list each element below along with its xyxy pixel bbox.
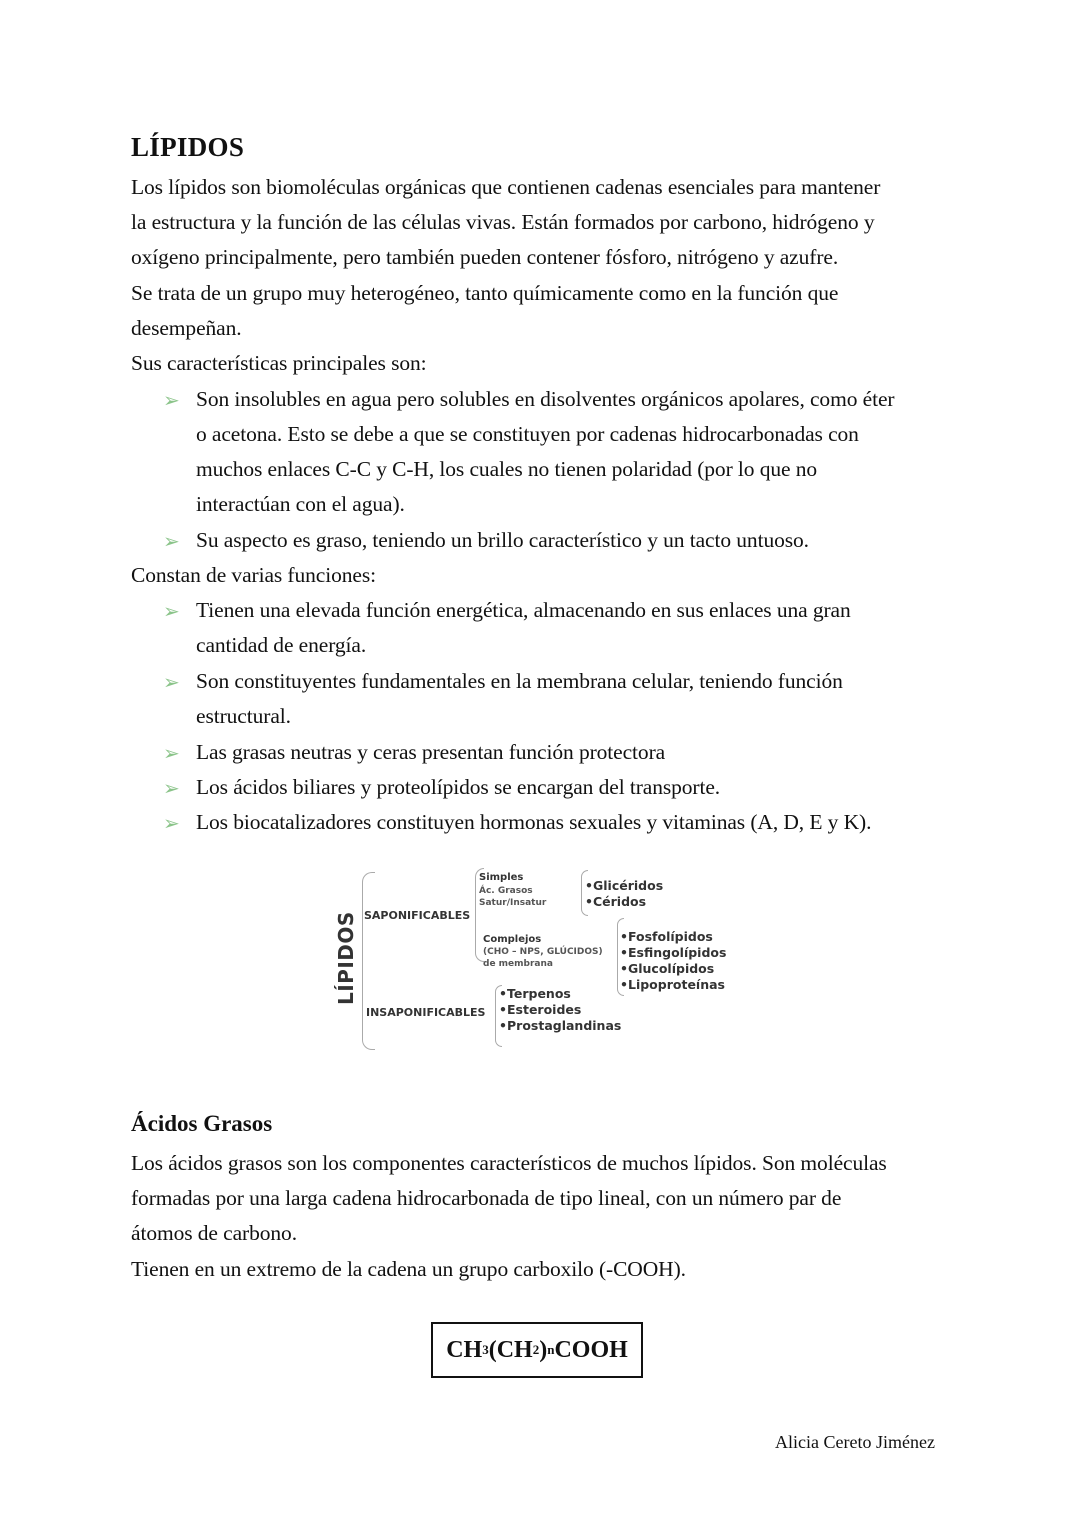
arrow-bullet-icon: ➢	[163, 813, 180, 835]
formula-sub: 3	[482, 1342, 489, 1357]
diagram-item: •Céridos	[585, 894, 647, 909]
brace	[581, 870, 588, 916]
complejos-sub: (CHO – NPS, GLÚCIDOS)	[483, 947, 603, 957]
formula-part: COOH	[554, 1336, 628, 1363]
formula-part: CH	[446, 1336, 483, 1363]
list-item: o acetona. Esto se debe a que se constituyen por cadenas hidrocarbonadas con	[196, 422, 859, 446]
section-line: Los ácidos grasos son los componentes característicos de muchos lípidos. Son moléculas	[131, 1151, 887, 1175]
simples-sub: Ác. Grasos	[479, 886, 533, 896]
section-title: Ácidos Grasos	[131, 1111, 273, 1136]
list-item: interactúan con el agua).	[196, 492, 405, 516]
author-footer: Alicia Cereto Jiménez	[775, 1432, 935, 1452]
diagram-item: •Glucolípidos	[620, 961, 715, 976]
list-item: Son constituyentes fundamentales en la membrana celular, teniendo función	[196, 669, 843, 693]
diagram-item: •Prostaglandinas	[499, 1018, 622, 1033]
saponificables-label: SAPONIFICABLES	[364, 909, 471, 922]
list-item: cantidad de energía.	[196, 633, 367, 657]
section-line: átomos de carbono.	[131, 1221, 297, 1245]
diagram-item: •Esfingolípidos	[620, 945, 727, 960]
intro-line: Sus características principales son:	[131, 351, 427, 375]
diagram-item: •Terpenos	[499, 986, 571, 1001]
lipid-classification-diagram	[330, 860, 750, 1060]
simples-label: Simples	[479, 872, 524, 883]
insaponificables-label: INSAPONIFICABLES	[366, 1006, 486, 1019]
list-item: muchos enlaces C-C y C-H, los cuales no tienen polaridad (por lo que no	[196, 457, 818, 481]
formula-sub: 2	[532, 1342, 540, 1357]
diagram-item: •Glicéridos	[585, 878, 664, 893]
page-title: LÍPIDOS	[131, 132, 245, 162]
list-item: Son insolubles en agua pero solubles en disolventes orgánicos apolares, como éter	[196, 387, 895, 411]
arrow-bullet-icon: ➢	[163, 743, 180, 765]
list-item: Su aspecto es graso, teniendo un brillo característico y un tacto untuoso.	[196, 528, 809, 552]
formula-part: )	[539, 1336, 548, 1363]
section-line: Tienen en un extremo de la cadena un grupo carboxilo (-COOH).	[131, 1257, 686, 1281]
section-line: formadas por una larga cadena hidrocarbonada de tipo lineal, con un número par de	[131, 1186, 842, 1210]
intro-line: Los lípidos son biomoléculas orgánicas que contienen cadenas esenciales para mantener	[131, 175, 881, 199]
diagram-root-label: LÍPIDOS	[334, 911, 358, 1005]
arrow-bullet-icon: ➢	[163, 672, 180, 694]
complejos-label: Complejos	[483, 934, 542, 945]
arrow-bullet-icon: ➢	[163, 778, 180, 800]
diagram-item: •Esteroides	[499, 1002, 582, 1017]
arrow-bullet-icon: ➢	[163, 390, 180, 412]
simples-sub: Satur/Insatur	[479, 898, 547, 908]
diagram-item: •Lipoproteínas	[620, 977, 725, 992]
list-item: Las grasas neutras y ceras presentan función protectora	[196, 740, 666, 764]
list-item: Los biocatalizadores constituyen hormonas sexuales y vitaminas (A, D, E y K).	[196, 810, 872, 834]
fatty-acid-formula-box	[431, 1322, 643, 1378]
intro-line: la estructura y la función de las células vivas. Están formados por carbono, hidrógeno y	[131, 210, 875, 234]
functions-intro: Constan de varias funciones:	[131, 563, 376, 587]
formula-part: (CH	[488, 1336, 533, 1363]
formula-sub: n	[547, 1342, 555, 1357]
arrow-bullet-icon: ➢	[163, 531, 180, 553]
intro-line: desempeñan.	[131, 316, 242, 340]
brace	[362, 872, 375, 1050]
intro-line: oxígeno principalmente, pero también pueden contener fósforo, nitrógeno y azufre.	[131, 245, 839, 269]
intro-line: Se trata de un grupo muy heterogéneo, tanto químicamente como en la función que	[131, 281, 839, 305]
complejos-sub: de membrana	[483, 959, 553, 969]
list-item: Tienen una elevada función energética, almacenando en sus enlaces una gran	[196, 598, 851, 622]
list-item: Los ácidos biliares y proteolípidos se encargan del transporte.	[196, 775, 721, 799]
list-item: estructural.	[196, 704, 291, 728]
arrow-bullet-icon: ➢	[163, 601, 180, 623]
diagram-item: •Fosfolípidos	[620, 929, 713, 944]
